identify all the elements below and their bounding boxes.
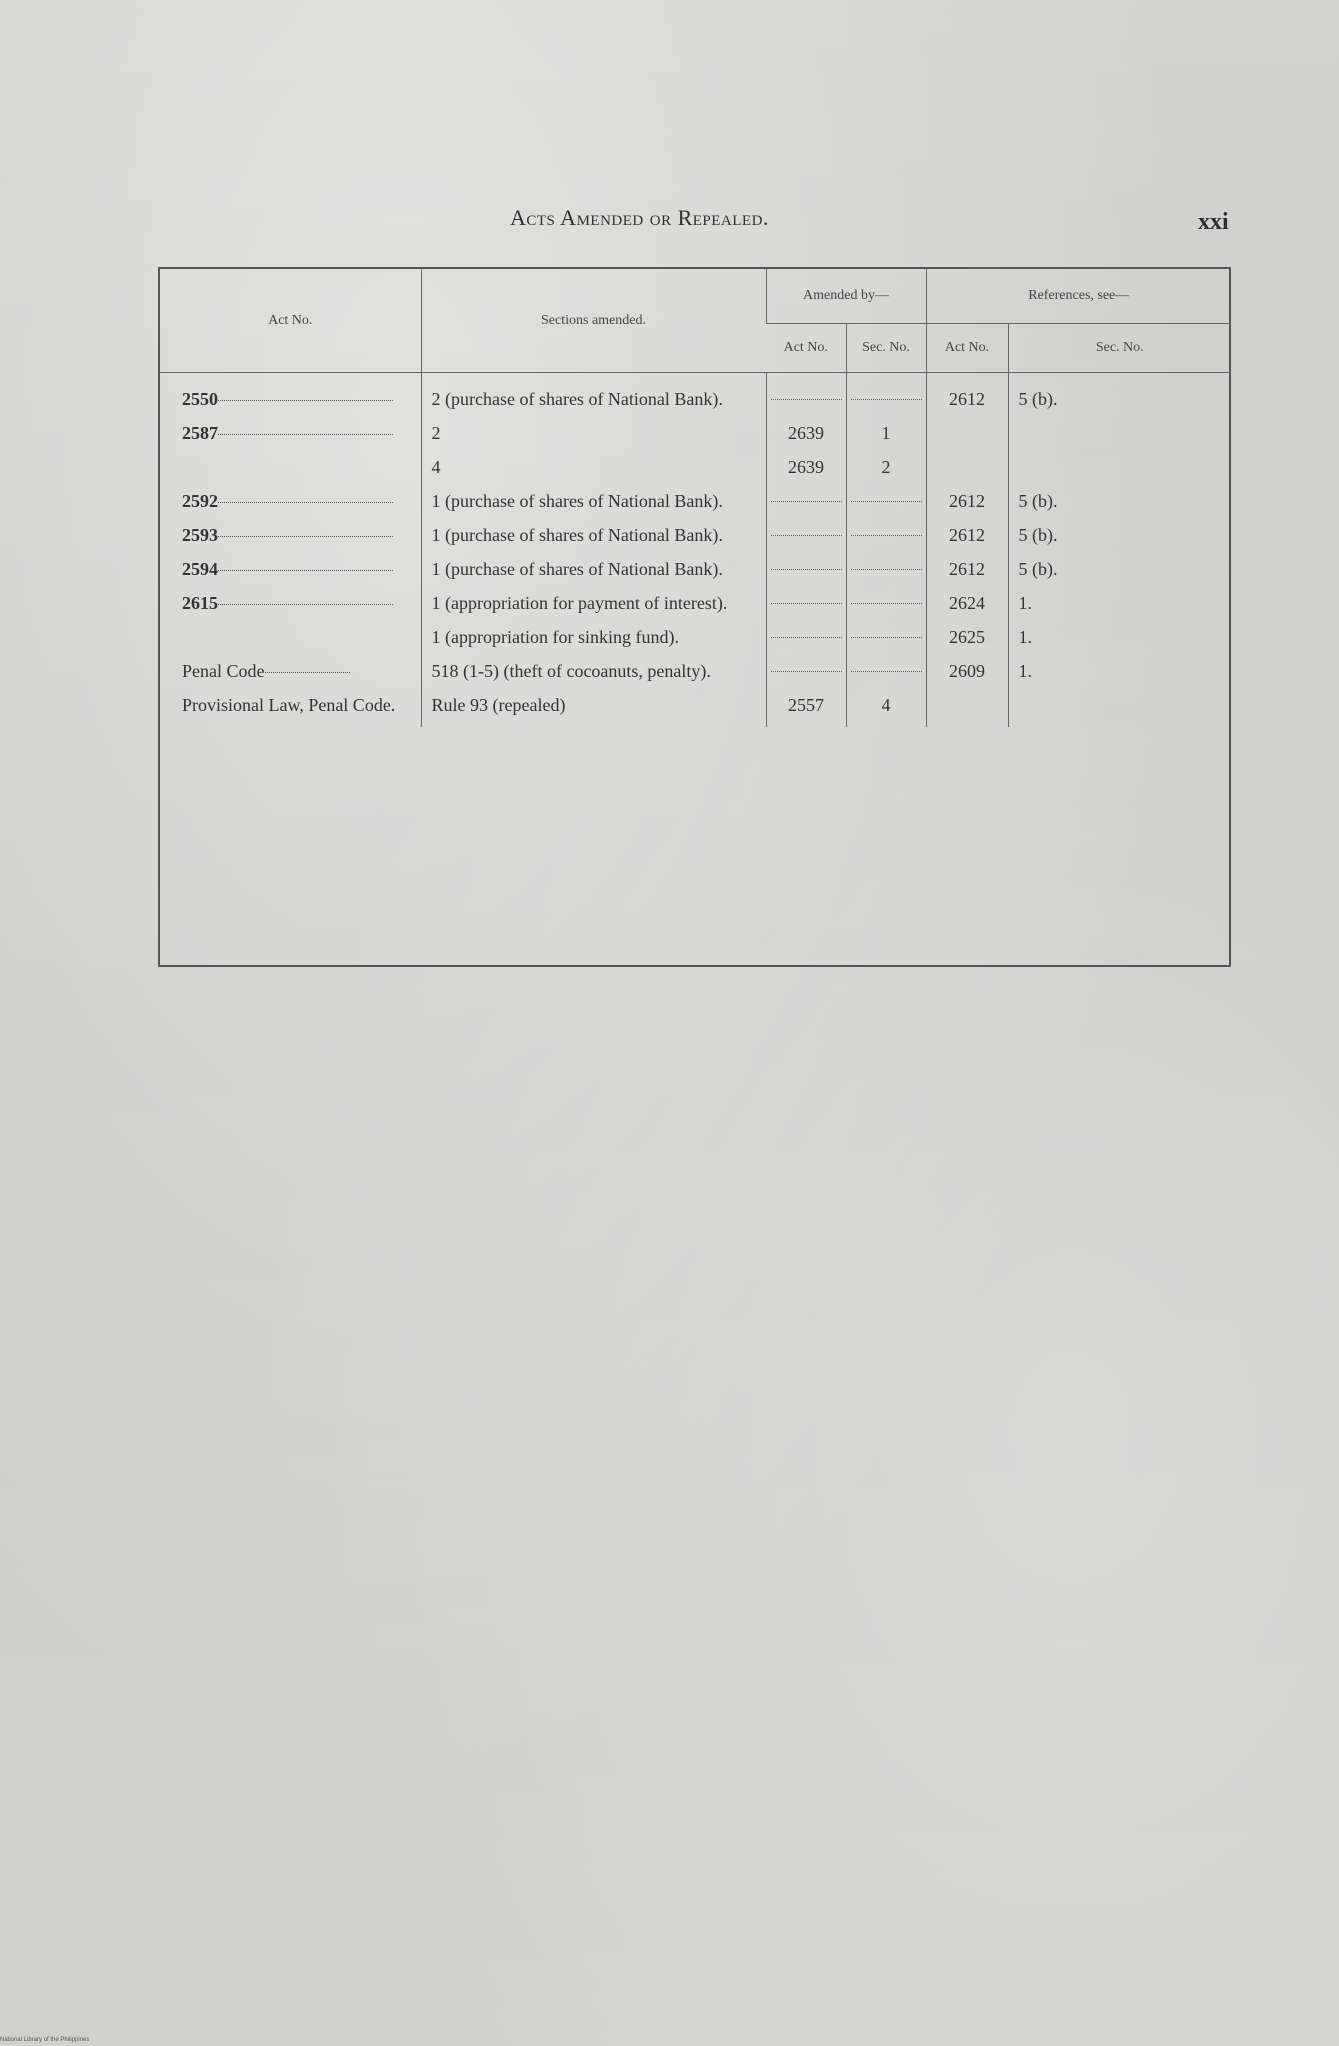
dotted-placeholder xyxy=(771,659,842,672)
acts-table-grid xyxy=(160,269,1231,727)
amended-act-cell xyxy=(766,455,846,489)
footer-credit: National Library of the Philippines xyxy=(0,2037,90,2043)
section-text: 1 (purchase of shares of National Bank). xyxy=(431,559,723,579)
page-title: Acts Amended or Repealed. xyxy=(510,205,769,230)
section-cell xyxy=(421,387,766,421)
ref-act-cell xyxy=(926,421,1008,455)
header-ref-sec-no: Sec. No. xyxy=(1008,324,1231,373)
amended-act-cell xyxy=(766,557,846,591)
act-number: Penal Code xyxy=(182,661,265,681)
amended-act-cell xyxy=(766,693,846,727)
amended-act-cell xyxy=(766,489,846,523)
table-row xyxy=(160,591,1231,625)
amended-sec-value: 4 xyxy=(881,695,891,715)
amended-sec-cell xyxy=(846,421,926,455)
act-number: 2550 xyxy=(182,389,218,409)
table-row xyxy=(160,625,1231,659)
amended-sec-cell xyxy=(846,523,926,557)
section-text: 1 (purchase of shares of National Bank). xyxy=(431,491,723,511)
act-cell xyxy=(160,387,421,421)
table-row xyxy=(160,421,1231,455)
ref-sec-cell xyxy=(1008,421,1231,455)
header-sections-amended: Sections amended. xyxy=(421,269,766,373)
ref-act-cell xyxy=(926,625,1008,659)
table-row xyxy=(160,387,1231,421)
ref-sec-cell xyxy=(1008,625,1231,659)
act-cell xyxy=(160,455,421,489)
amended-act-cell xyxy=(766,523,846,557)
table-row xyxy=(160,489,1231,523)
act-number: 2592 xyxy=(182,491,218,511)
act-cell xyxy=(160,659,421,693)
ref-act-cell xyxy=(926,387,1008,421)
page-header xyxy=(0,205,1339,245)
dotted-placeholder xyxy=(851,489,922,502)
act-number: 2594 xyxy=(182,559,218,579)
amended-sec-cell xyxy=(846,591,926,625)
act-number: 2593 xyxy=(182,525,218,545)
dot-leader xyxy=(218,536,393,537)
amended-act-value: 2557 xyxy=(788,695,824,715)
section-cell xyxy=(421,591,766,625)
amended-act-value: 2639 xyxy=(788,423,824,443)
dot-leader xyxy=(218,502,393,503)
header-amended-act-no: Act No. xyxy=(766,324,846,373)
section-text: 1 (appropriation for payment of interest). xyxy=(431,593,728,613)
section-text: 1 (appropriation for sinking fund). xyxy=(431,627,679,647)
header-act-no: Act No. xyxy=(160,269,421,373)
amended-sec-cell xyxy=(846,455,926,489)
table-row xyxy=(160,523,1231,557)
act-cell xyxy=(160,421,421,455)
act-number: 2587 xyxy=(182,423,218,443)
ref-sec-value: 5 (b). xyxy=(1018,525,1058,545)
ref-act-cell xyxy=(926,489,1008,523)
dot-leader xyxy=(218,400,393,401)
act-number: 2615 xyxy=(182,593,218,613)
ref-act-value: 2612 xyxy=(949,559,985,579)
act-cell xyxy=(160,523,421,557)
amended-sec-cell xyxy=(846,557,926,591)
ref-sec-value: 5 (b). xyxy=(1018,559,1058,579)
ref-act-cell xyxy=(926,523,1008,557)
amended-sec-cell xyxy=(846,659,926,693)
section-text: 4 xyxy=(431,457,441,477)
dotted-placeholder xyxy=(771,625,842,638)
ref-sec-value: 1. xyxy=(1018,661,1032,681)
ref-act-cell xyxy=(926,693,1008,727)
amended-sec-value: 1 xyxy=(881,423,891,443)
section-cell xyxy=(421,455,766,489)
ref-act-value: 2625 xyxy=(949,627,985,647)
ref-sec-cell xyxy=(1008,591,1231,625)
amended-sec-value: 2 xyxy=(881,457,891,477)
section-cell xyxy=(421,489,766,523)
section-cell xyxy=(421,421,766,455)
ref-sec-cell xyxy=(1008,557,1231,591)
dotted-placeholder xyxy=(851,659,922,672)
dotted-placeholder xyxy=(771,387,842,400)
section-cell xyxy=(421,625,766,659)
ref-act-cell xyxy=(926,591,1008,625)
ref-act-value: 2624 xyxy=(949,593,985,613)
amended-sec-cell xyxy=(846,625,926,659)
dotted-placeholder xyxy=(851,625,922,638)
section-text: 1 (purchase of shares of National Bank). xyxy=(431,525,723,545)
acts-table xyxy=(158,267,1231,967)
ref-act-cell xyxy=(926,659,1008,693)
dotted-placeholder xyxy=(771,591,842,604)
act-cell xyxy=(160,693,421,727)
section-cell xyxy=(421,693,766,727)
header-references-see: References, see— xyxy=(926,269,1231,324)
section-text: Rule 93 (repealed) xyxy=(431,695,566,715)
section-text: 2 xyxy=(431,423,441,443)
dotted-placeholder xyxy=(851,387,922,400)
acts-table-body xyxy=(160,373,1231,728)
act-number: Provisional Law, Penal Code. xyxy=(182,695,396,715)
dot-leader xyxy=(218,604,393,605)
dotted-placeholder xyxy=(771,523,842,536)
table-row xyxy=(160,693,1231,727)
amended-sec-cell xyxy=(846,489,926,523)
dotted-placeholder xyxy=(851,523,922,536)
ref-sec-cell xyxy=(1008,523,1231,557)
section-cell xyxy=(421,557,766,591)
header-ref-act-no: Act No. xyxy=(926,324,1008,373)
amended-sec-cell xyxy=(846,693,926,727)
amended-sec-cell xyxy=(846,387,926,421)
dotted-placeholder xyxy=(771,489,842,502)
ref-sec-value: 1. xyxy=(1018,627,1032,647)
section-text: 518 (1-5) (theft of cocoanuts, penalty). xyxy=(431,661,711,681)
page-number: xxi xyxy=(1198,209,1229,235)
ref-act-cell xyxy=(926,557,1008,591)
act-cell xyxy=(160,591,421,625)
section-cell xyxy=(421,523,766,557)
ref-sec-cell xyxy=(1008,387,1231,421)
amended-act-cell xyxy=(766,421,846,455)
dot-leader xyxy=(218,434,393,435)
ref-sec-value: 5 (b). xyxy=(1018,491,1058,511)
ref-act-value: 2609 xyxy=(949,661,985,681)
amended-act-cell xyxy=(766,625,846,659)
amended-act-cell xyxy=(766,659,846,693)
section-cell xyxy=(421,659,766,693)
ref-act-cell xyxy=(926,455,1008,489)
header-amended-by: Amended by— xyxy=(766,269,926,324)
section-text: 2 (purchase of shares of National Bank). xyxy=(431,389,723,409)
amended-act-cell xyxy=(766,387,846,421)
dotted-placeholder xyxy=(771,557,842,570)
amended-act-value: 2639 xyxy=(788,457,824,477)
table-row xyxy=(160,659,1231,693)
act-cell xyxy=(160,489,421,523)
ref-sec-cell xyxy=(1008,455,1231,489)
ref-sec-cell xyxy=(1008,489,1231,523)
dot-leader xyxy=(265,672,350,673)
dotted-placeholder xyxy=(851,591,922,604)
dotted-placeholder xyxy=(851,557,922,570)
ref-act-value: 2612 xyxy=(949,491,985,511)
table-row xyxy=(160,557,1231,591)
ref-sec-value: 1. xyxy=(1018,593,1032,613)
ref-sec-cell xyxy=(1008,659,1231,693)
ref-act-value: 2612 xyxy=(949,525,985,545)
ref-sec-cell xyxy=(1008,693,1231,727)
amended-act-cell xyxy=(766,591,846,625)
dot-leader xyxy=(218,570,393,571)
table-row xyxy=(160,455,1231,489)
ref-act-value: 2612 xyxy=(949,389,985,409)
ref-sec-value: 5 (b). xyxy=(1018,389,1058,409)
act-cell xyxy=(160,557,421,591)
header-amended-sec-no: Sec. No. xyxy=(846,324,926,373)
act-cell xyxy=(160,625,421,659)
